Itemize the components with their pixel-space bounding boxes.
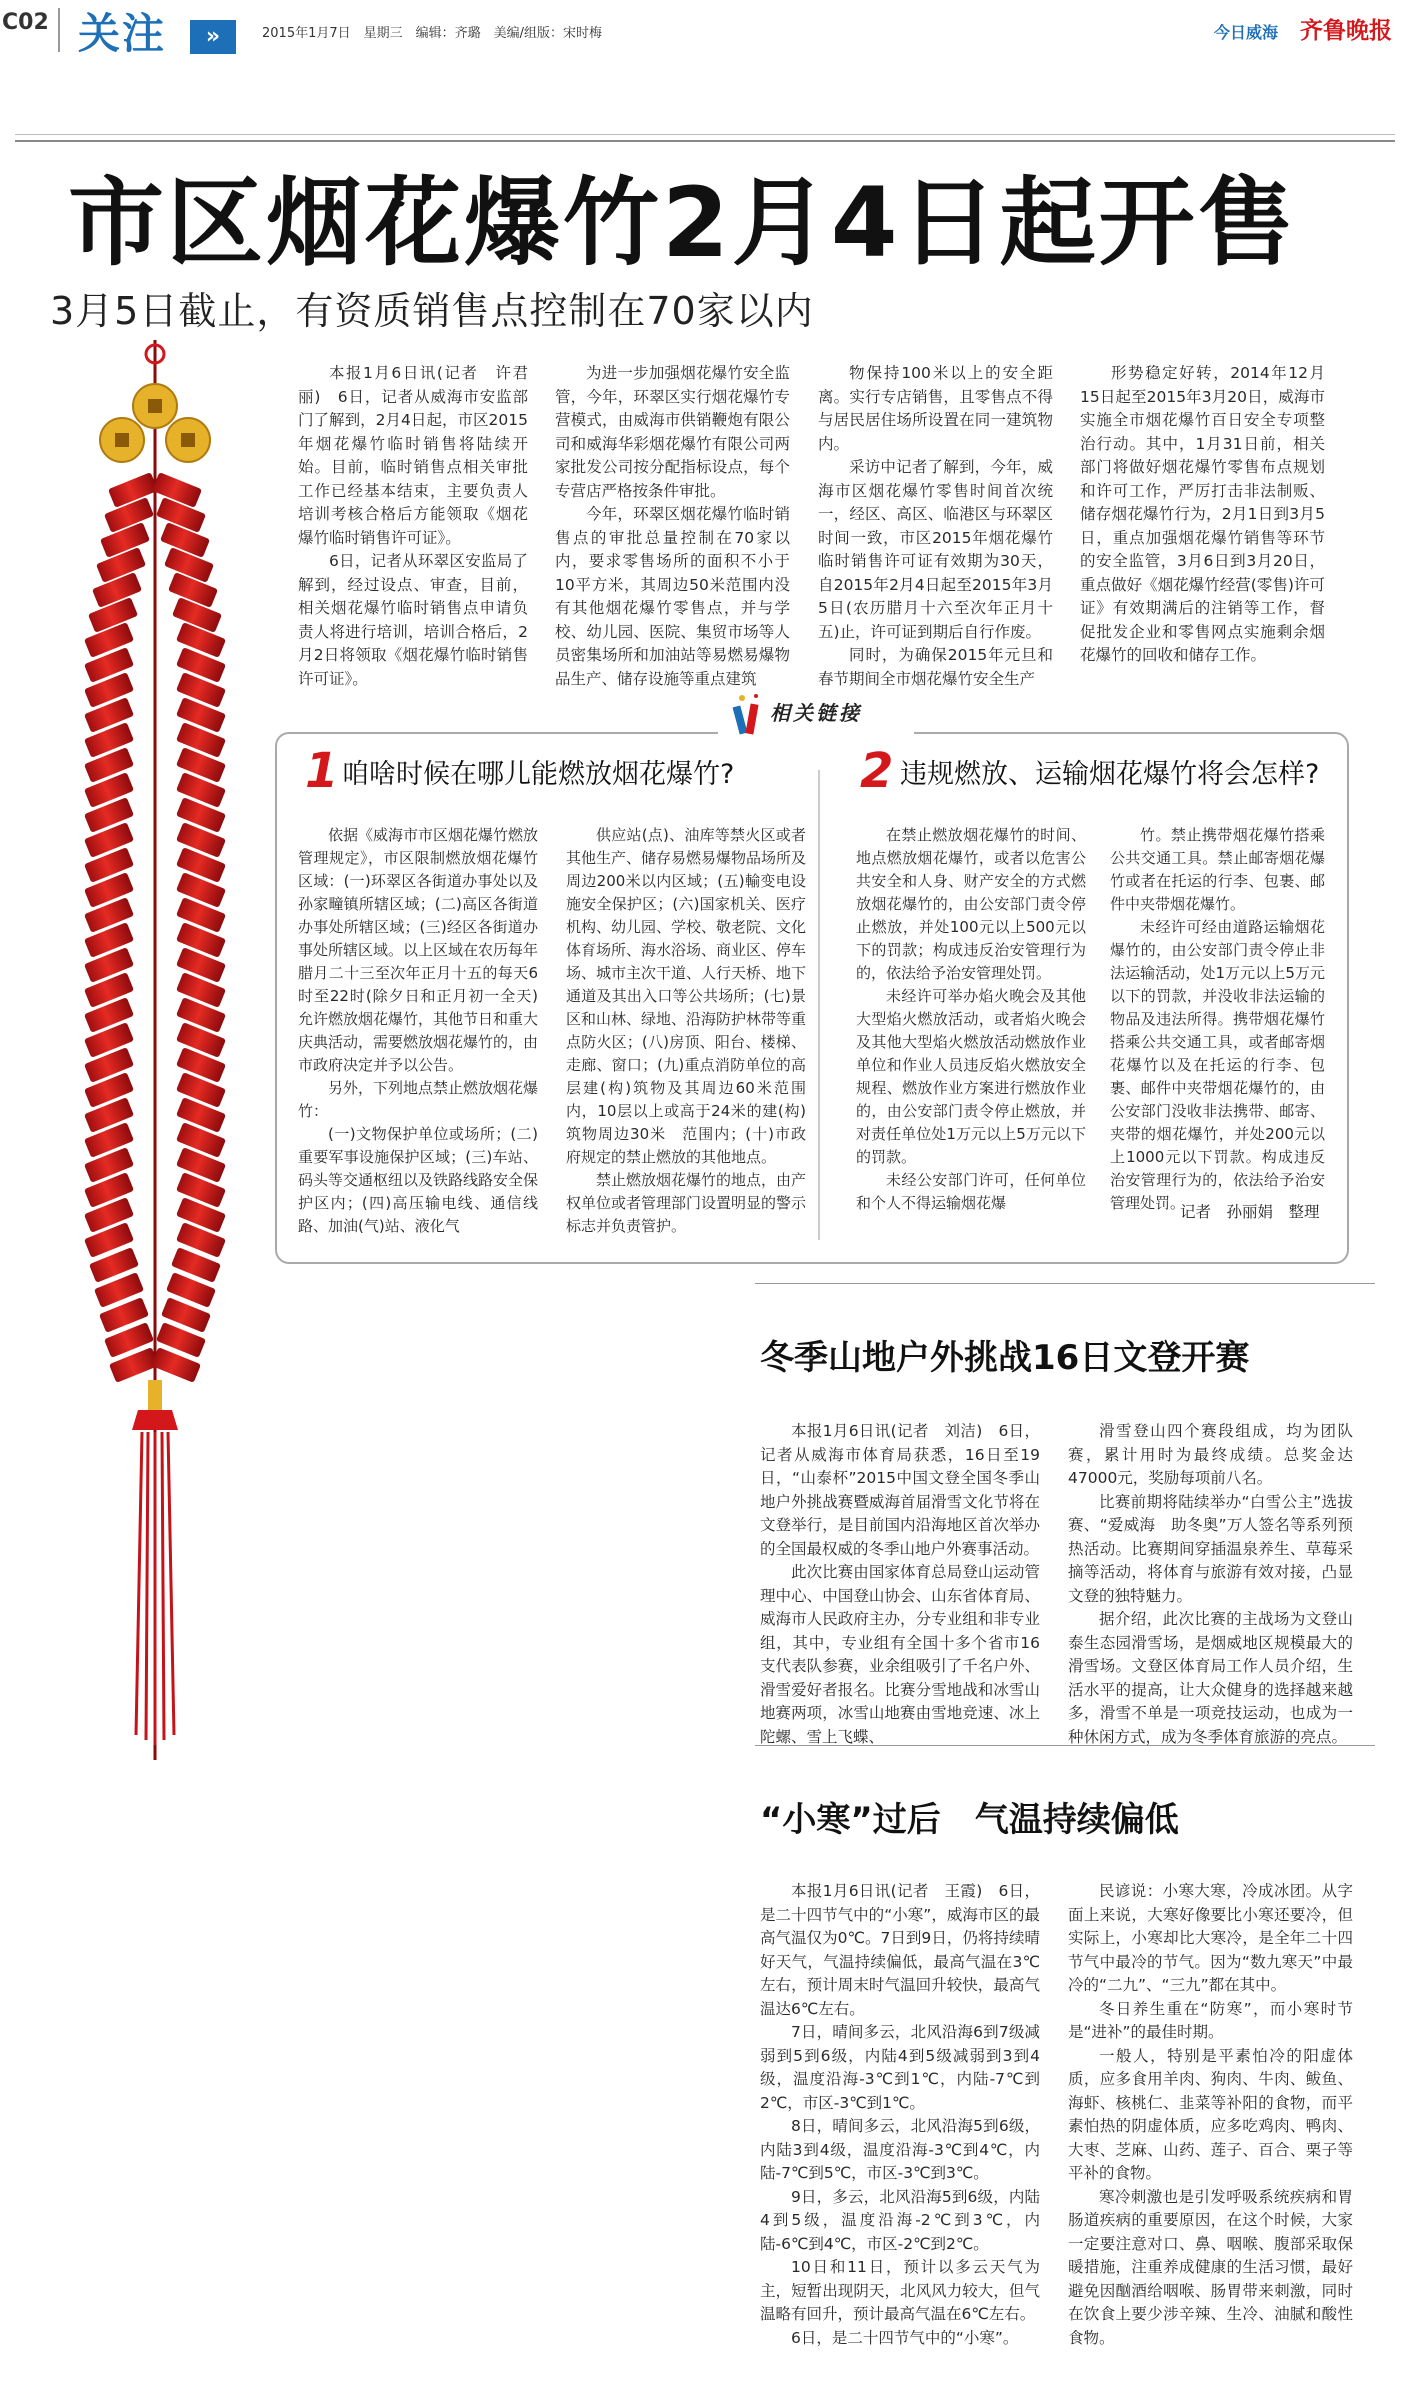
story2-top-rule bbox=[755, 1283, 1375, 1284]
story3-headline: “小寒”过后 气温持续偏低 bbox=[760, 1800, 1179, 1840]
firecracker-tube bbox=[104, 497, 154, 533]
story3-col-a bbox=[760, 1880, 1040, 2350]
firecracker-illustration-icon bbox=[60, 340, 250, 1760]
paragraph: 6日，记者从环翠区安监局了解到，经过设点、审查，目前，相关烟花爆竹临时销售点申请负责人将进行培训，培训合格后，2月2日将领取《烟花爆竹临时销售许可证》。 bbox=[298, 552, 528, 688]
edition-brand: 今日威海 bbox=[1214, 23, 1279, 42]
newspaper-logo: 齐鲁晚报 bbox=[1300, 17, 1392, 44]
main-col-1 bbox=[298, 362, 528, 691]
paragraph: (一)文物保护单位或场所；(二)重要军事设施保护区域；(三)车站、码头等交通枢纽以及铁路线路安全保护区内；(四)高压输电线、通信线路、加油(气)站、液化气 bbox=[298, 1125, 539, 1235]
related-byline: 记者 孙丽娟 整理 bbox=[1180, 1203, 1320, 1221]
paragraph: 采访中记者了解到，今年，威海市区烟花爆竹零售时间首次统一，经区、高区、临港区与环翠区时间一致，市区2015年烟花爆竹临时销售许可证有效期为30天，自2015年2月4日起至2015年3月5日(农历腊月十六至次年正月十五)止，许可证到期后自行作废。 bbox=[818, 458, 1053, 641]
question-2-number: 2 bbox=[860, 743, 894, 799]
main-col-4 bbox=[1080, 362, 1325, 668]
paragraph: 本报1月6日讯(记者 许君丽) 6日，记者从威海市安监部门了解到，2月4日起，市区2015年烟花爆竹临时销售将陆续开始。目前，临时销售点相关审批工作已经基本结束，主要负责人培训考核合格后方能领取《烟花爆竹临时销售许可证》。 bbox=[298, 364, 528, 547]
section-title: 关注 bbox=[78, 9, 167, 58]
main-headline: 市区烟花爆竹2月4日起开售 bbox=[68, 167, 1297, 279]
paragraph: 本报1月6日讯(记者 刘洁) 6日，记者从威海市体育局获悉，16日至19日，“山泰杯”2015中国文登全国冬季山地户外挑战赛暨威海首届滑雪文化节将在文登举行，是目前国内沿海地区首次举办的全国最权威的冬季山地户外赛事活动。 bbox=[760, 1422, 1040, 1558]
paragraph: 一般人，特别是平素怕冷的阳虚体质，应多食用羊肉、狗肉、牛肉、鲅鱼、海虾、核桃仁、韭菜等补阳的食物，而平素怕热的阴虚体质，应多吃鸡肉、鸭肉、大枣、芝麻、山药、莲子、百合、栗子等平补的食物。 bbox=[1068, 2046, 1353, 2182]
story2-headline: 冬季山地户外挑战16日文登开赛 bbox=[760, 1338, 1250, 1378]
header-rule-thin bbox=[15, 134, 1395, 135]
story3-top-rule bbox=[755, 1745, 1375, 1746]
firecracker-tube bbox=[172, 597, 222, 633]
story3-col-b bbox=[1068, 1880, 1353, 2350]
firecracker-tube bbox=[88, 597, 138, 633]
paragraph: 形势稳定好转，2014年12月15日起至2015年3月20日，威海市实施全市烟花爆竹百日安全专项整治行动。其中，1月31日前，相关部门将做好烟花爆竹零售布点规划和许可工作，严厉打击非法制贩、储存烟花爆竹行为，2月1日到3月5日，重点加强烟花爆竹销售等环节的安全监管，3月6日到3月20日，重点做好《烟花爆竹经营(零售)许可证》有效期满后的注销等工作，督促批发企业和零售网点实施剩余烟花爆竹的回收和储存工作。 bbox=[1080, 364, 1325, 664]
firecracker-tube bbox=[100, 522, 150, 558]
q2-col-b bbox=[1110, 824, 1325, 1215]
paragraph: 此次比赛由国家体育总局登山运动管理中心、中国登山协会、山东省体育局、威海市人民政府主办，分专业组和非专业组，其中，专业组有全国十多个省市16支代表队参赛，业余组吸引了千名户外、滑雪爱好者报名。比赛分雪地战和冰雪山地赛两项，冰雪山地赛由雪地竞速、冰上陀螺、雪上飞蝶、 bbox=[760, 1563, 1040, 1746]
paragraph: 另外，下列地点禁止燃放烟花爆竹： bbox=[298, 1079, 539, 1120]
firecracker-tube bbox=[160, 522, 210, 558]
story2-col-a bbox=[760, 1420, 1040, 1749]
paragraph: 依据《威海市市区烟花爆竹燃放管理规定》，市区限制燃放烟花爆竹区域：(一)环翠区各街道办事处以及孙家疃镇所辖区域；(二)高区各街道办事处所辖区域；(三)经区各街道办事处所辖区域。以上区域在农历每年腊月二十三至次年正月十五的每天6时至22时(除夕日和正月初一全天)允许燃放烟花爆竹，其他节日和重大庆典活动，需要燃放烟花爆竹的，由市政府决定并予以公告。 bbox=[298, 826, 539, 1074]
paragraph: 供应站(点)、油库等禁火区或者其他生产、储存易燃易爆物品场所及周边200米以内区域；(五)輸变电设施安全保护区；(六)国家机关、医疗机构、幼儿园、学校、敬老院、文化体育场所、海水浴场、商业区、停车场、城市主次干道、人行天桥、地下通道及其出入口等公共场所；(七)景区和山林、绿地、沿海防护林带等重点防火区；(八)房顶、阳台、楼梯、走廊、窗口；(九)重点消防单位的高层建(构)筑物及其周边60米范围内，10层以上或高于24米的建(构)筑物周边30米 范围内；(十)市政府规定的禁止燃放的其他地点。 bbox=[566, 826, 807, 1166]
section-arrow-icon: » bbox=[190, 20, 236, 54]
paragraph: 7日，晴间多云，北风沿海6到7级减弱到5到6级，内陆4到5级减弱到3到4级，温度沿海-3℃到1℃，内陆-7℃到2℃，市区-3℃到1℃。 bbox=[760, 2023, 1040, 2112]
story2-col-b bbox=[1068, 1420, 1353, 1749]
paragraph: 冬日养生重在“防寒”，而小寒时节是“进补”的最佳时期。 bbox=[1068, 1999, 1353, 2041]
paragraph: 竹。禁止携带烟花爆竹搭乘公共交通工具。禁止邮寄烟花爆竹或者在托运的行李、包裹、邮件中夹带烟花爆竹。 bbox=[1110, 826, 1325, 913]
q1-col-a bbox=[298, 824, 538, 1238]
firecracker-tube bbox=[108, 472, 158, 508]
paragraph: 10日和11日，预计以多云天气为主，短暂出现阴天，北风风力较大，但气温略有回升，预计最高气温在6℃左右。 bbox=[760, 2258, 1040, 2323]
paragraph: 民谚说：小寒大寒，冷成冰团。从字面上来说，大寒好像要比小寒还要冷，但实际上，小寒却比大寒冷，是全年二十四节气中最冷的节气。因为“数九寒天”中最冷的“二九”、“三九”都在其中。 bbox=[1068, 1882, 1353, 1994]
main-col-2 bbox=[555, 362, 790, 691]
paragraph: 今年，环翠区烟花爆竹临时销售点的审批总量控制在70家以内，要求零售场所的面积不小于10平方米，其周边50米范围内没有其他烟花爆竹零售点，并与学校、幼儿园、医院、集贸市场等人员密集场所和加油站等易燃易爆物品生产、储存设施等重点建筑 bbox=[555, 505, 790, 688]
paragraph: 物保持100米以上的安全距离。实行专店销售，且零售点不得与居民居住场所设置在同一建筑物内。 bbox=[818, 364, 1053, 453]
paragraph: 同时，为确保2015年元旦和春节期间全市烟花爆竹安全生产 bbox=[818, 646, 1053, 688]
question-2-title: 违规燃放、运输烟花爆竹将会怎样? bbox=[900, 759, 1320, 790]
paragraph: 为进一步加强烟花爆竹安全监管，今年，环翠区实行烟花爆竹专营模式，由威海市供销鞭炮有限公司和威海华彩烟花爆竹有限公司两家批发公司按分配指标设点，每个专营店严格按条件审批。 bbox=[555, 364, 790, 500]
firecracker-tube bbox=[164, 547, 214, 583]
paragraph: 禁止燃放烟花爆竹的地点，由产权单位或者管理部门设置明显的警示标志并负责管护。 bbox=[566, 1171, 807, 1235]
header-divider bbox=[58, 8, 60, 52]
paragraph: 比赛前期将陆续举办“白雪公主”选拔赛、“爱威海 助冬奥”万人签名等系列预热活动。比赛期间穿插温泉养生、草莓采摘等活动，将体育与旅游有效对接，凸显文登的独特魅力。 bbox=[1068, 1492, 1353, 1605]
paragraph: 本报1月6日讯(记者 王霞) 6日，是二十四节气中的“小寒”，威海市区的最高气温仅为0℃。7日到9日，仍将持续晴好天气，气温持续偏低，最高气温在3℃左右，预计周末时气温回升较快，最高气温达6℃左右。 bbox=[760, 1882, 1040, 2018]
paragraph: 未经公安部门许可，任何单位和个人不得运输烟花爆 bbox=[856, 1171, 1086, 1212]
q1-col-b bbox=[566, 824, 806, 1238]
firecracker-tube bbox=[152, 472, 202, 508]
firecracker-tube bbox=[96, 547, 146, 583]
related-links-tag: 相关链接 bbox=[770, 701, 862, 725]
paragraph: 在禁止燃放烟花爆竹的时间、地点燃放烟花爆竹，或者以危害公共安全和人身、财产安全的方式燃放烟花爆竹的，由公安部门责令停止燃放，并处100元以上500元以下的罚款；构成违反治安管理行为的，依法给予治安管理处罚。 bbox=[856, 826, 1086, 982]
header-rule bbox=[15, 140, 1395, 142]
paragraph: 据介绍，此次比赛的主战场为文登山泰生态园滑雪场，是烟威地区规模最大的滑雪场。文登区体育局工作人员介绍，生活水平的提高，让大众健身的选择越来越多，滑雪不单是一项竞技运动，也成为一种休闲方式，成为冬季体育旅游的亮点。 bbox=[1068, 1610, 1353, 1746]
date-editor-line: 2015年1月7日 星期三 编辑：齐璐 美编/组版：宋时梅 bbox=[262, 26, 603, 41]
paragraph: 9日，多云，北风沿海5到6级，内陆4到5级，温度沿海-2℃到3℃，内陆-6℃到4℃，市区-2℃到2℃。 bbox=[760, 2187, 1040, 2253]
page-number: C02 bbox=[2, 10, 49, 35]
paragraph: 8日，晴间多云，北风沿海5到6级，内陆3到4级，温度沿海-3℃到4℃，内陆-7℃到5℃，市区-3℃到3℃。 bbox=[760, 2117, 1040, 2182]
firecracker-tube bbox=[156, 497, 206, 533]
question-1-title: 咱啥时候在哪儿能燃放烟花爆竹? bbox=[342, 759, 735, 790]
question-1-number: 1 bbox=[305, 743, 339, 799]
q2-col-a bbox=[856, 824, 1086, 1215]
related-divider bbox=[818, 770, 820, 1240]
firecracker-tube bbox=[92, 572, 142, 608]
paragraph: 滑雪登山四个赛段组成，均为团队赛，累计用时为最终成绩。总奖金达47000元，奖励每项前八名。 bbox=[1068, 1422, 1353, 1487]
paragraph: 6日，是二十四节气中的“小寒”。 bbox=[791, 2328, 1019, 2347]
main-col-3 bbox=[818, 362, 1053, 691]
paragraph: 未经许可举办焰火晚会及其他大型焰火燃放活动，或者焰火晚会及其他大型焰火燃放活动燃放作业单位和作业人员违反焰火燃放安全规程、燃放作业方案进行燃放作业的，由公安部门责令停止燃放，并对责任单位处1万元以上5万元以下的罚款。 bbox=[856, 987, 1086, 1166]
firecracker-tube bbox=[168, 572, 218, 608]
paragraph: 寒冷刺激也是引发呼吸系统疾病和胃肠道疾病的重要原因，在这个时候，大家一定要注意对口、鼻、咽喉、腹部采取保暖措施，注重养成健康的生活习惯，最好避免因酗酒给咽喉、肠胃带来刺激，同时在饮食上要少涉辛辣、生冷、油腻和酸性食物。 bbox=[1068, 2187, 1353, 2347]
main-subheadline: 3月5日截止，有资质销售点控制在70家以内 bbox=[50, 289, 814, 333]
paragraph: 未经许可经由道路运输烟花爆竹的，由公安部门责令停止非法运输活动，处1万元以上5万元以下的罚款，并没收非法运输的物品及违法所得。携带烟花爆竹搭乘公共交通工具，或者邮寄烟花爆竹以及在托运的行李、包裹、邮件中夹带烟花爆竹的，由公安部门没收非法携带、邮寄、夹带的烟花爆竹，并处200元以上1000元以下罚款。构成违反治安管理行为的，依法给予治安管理处罚。 bbox=[1110, 918, 1325, 1212]
